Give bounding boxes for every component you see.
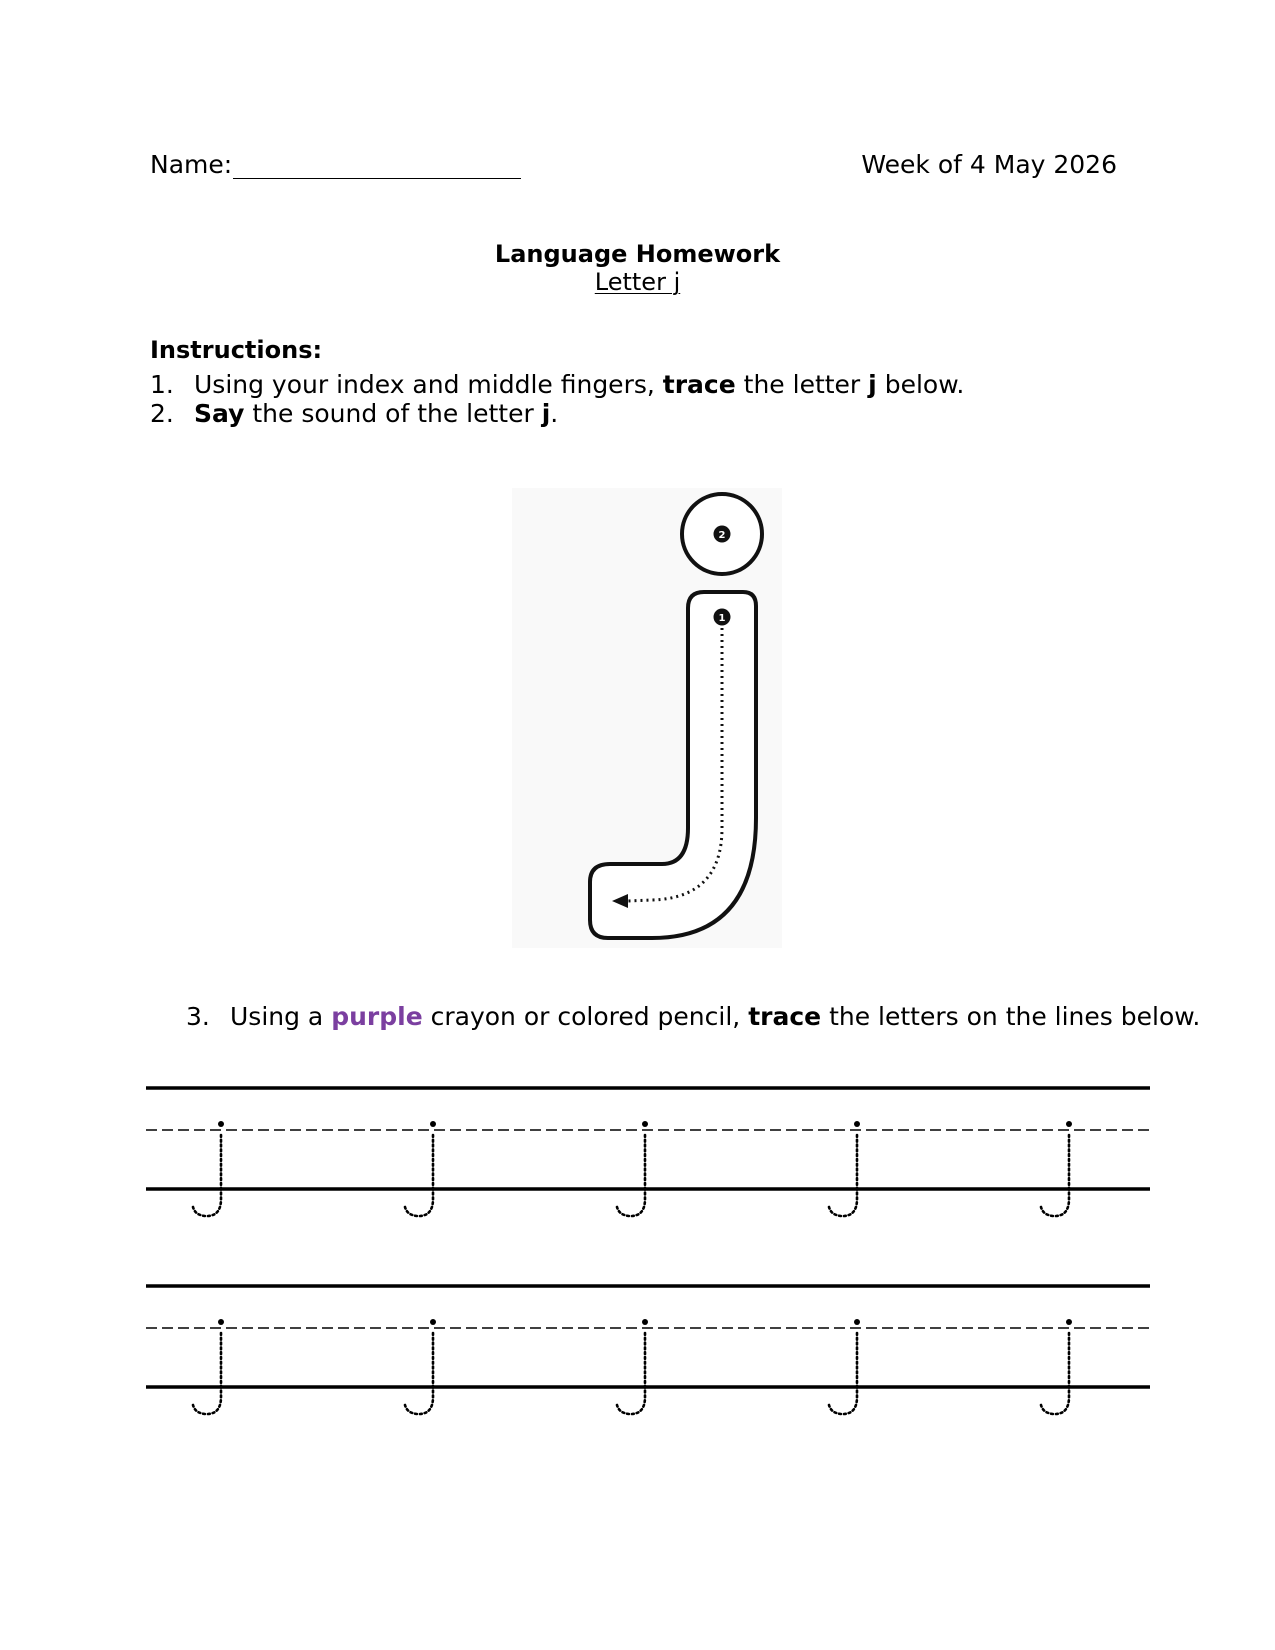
traceable-letter-j [193, 1135, 221, 1216]
name-field [150, 150, 521, 179]
instruction-text: Using a [230, 1002, 332, 1031]
traceable-letter-j [1041, 1333, 1069, 1414]
instruction-number: 3. [186, 1002, 210, 1031]
name-blank-line[interactable] [233, 152, 521, 179]
instructions-heading: Instructions: [150, 336, 323, 364]
instruction-item-2 [150, 399, 558, 428]
instruction-keyword: Say [194, 399, 245, 428]
letter-j-figure [512, 488, 782, 948]
page-title: Language Homework [494, 240, 781, 268]
instruction-keyword: j [868, 370, 877, 399]
week-date: Week of 4 May 2026 [861, 150, 1117, 179]
traceable-letter-j [405, 1333, 433, 1414]
traceable-letter-dot [430, 1121, 436, 1127]
traceable-letter-j [405, 1135, 433, 1216]
instruction-text: below. [876, 370, 965, 399]
subtitle-text: Letter j [594, 268, 681, 296]
traceable-letter-j [1041, 1135, 1069, 1216]
traceable-letter-dot [854, 1121, 860, 1127]
traceable-letter-j [829, 1135, 857, 1216]
instruction-text: the sound of the letter [244, 399, 542, 428]
instruction-text: the letters on the lines below. [821, 1002, 1201, 1031]
traceable-letter-j [193, 1333, 221, 1414]
traceable-letter-j [617, 1333, 645, 1414]
instruction-text: Using your index and middle fingers, [194, 370, 663, 399]
instruction-text: crayon or colored pencil, [422, 1002, 749, 1031]
instruction-keyword: j [541, 399, 551, 428]
stroke-marker-1-label: 1 [718, 613, 726, 624]
instruction-item-3 [186, 1002, 1200, 1031]
page-subtitle [0, 268, 1275, 296]
instruction-item-1 [150, 370, 964, 399]
traceable-letter-dot [430, 1319, 436, 1325]
traceable-letter-dot [1066, 1121, 1072, 1127]
traceable-letter-dot [854, 1319, 860, 1325]
traceable-letter-dot [1066, 1319, 1072, 1325]
instruction-text: the letter [735, 370, 869, 399]
traceable-letter-dot [642, 1319, 648, 1325]
traceable-letter-dot [218, 1319, 224, 1325]
instruction-number: 2. [150, 399, 174, 428]
stroke-marker-2-label: 2 [718, 530, 726, 541]
traceable-letter-dot [642, 1121, 648, 1127]
traceable-letter-j [617, 1135, 645, 1216]
name-label: Name: [150, 150, 233, 179]
instruction-color-word: purple [331, 1002, 423, 1031]
traceable-letter-j [829, 1333, 857, 1414]
instruction-keyword: trace [662, 370, 736, 399]
traceable-letter-dot [218, 1121, 224, 1127]
instruction-text: . [550, 399, 559, 428]
instruction-keyword: trace [748, 1002, 822, 1031]
instruction-number: 1. [150, 370, 174, 399]
